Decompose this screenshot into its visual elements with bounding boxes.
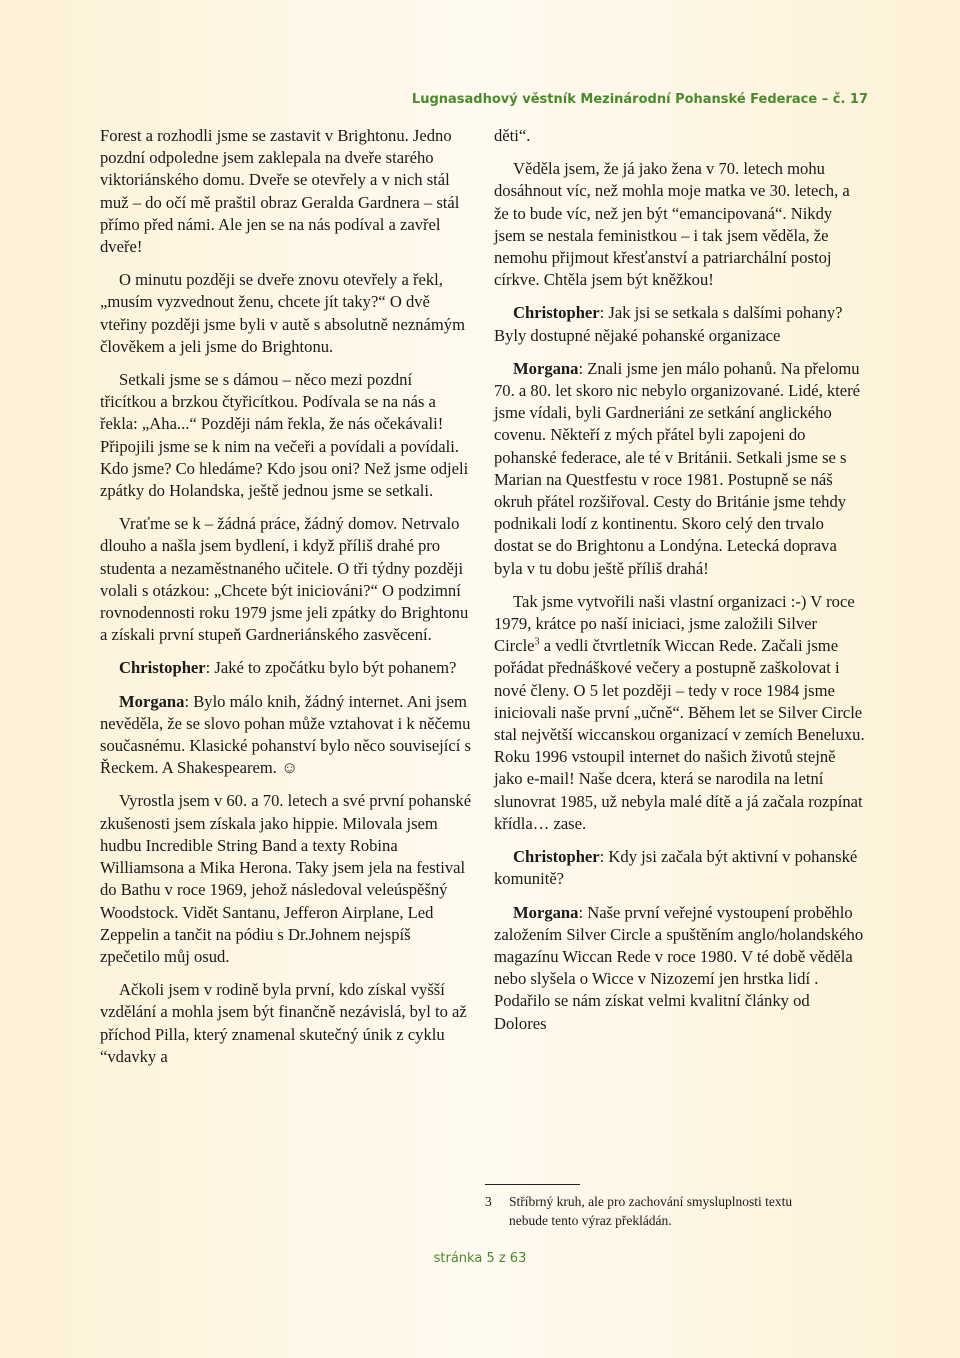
interview-answer [494,902,866,1035]
question-text: : Jak jsi se setkala s dalšími pohany? Byly dostupné nějaké pohanské organizace [494,303,843,345]
interview-question [494,846,866,890]
question-text: : Kdy jsi začala být aktivní v pohanské komunitě? [494,847,858,889]
footnote-ref: 3 [534,636,540,648]
answer-text: : Znali jsme jen málo pohanů. Na přelomu 70. a 80. let skoro nic nebylo organizované. Lidé, které jsme vídali, byli Gardneriáni ze setkání anglického covenu. Někteří z mých přátel byli zapojeni do pohanské federace, ale té v Británii. Setkali jsme se s Marian na Questfestu v roce 1981. Postupně se náš okruh přátel rozšiřoval. Cesty do Británie jsme tehdy podnikali lodí z kontinentu. Skoro celý den trvalo dostat se do Brightonu a Londýna. Letecká doprava byla v tu dobu ještě příliš drahá! [494,358,861,578]
speaker-name: Morgana [119,691,185,711]
paragraph: Ačkoli jsem v rodině byla první, kdo získal vyšší vzdělání a mohla jsem být finančně nezávislá, byl to až příchod Pilla, který znamenal skutečný únik z cyklu “vdavky a [100,980,467,1066]
paragraph: Forest a rozhodli jsme se zastavit v Brightonu. Jedno pozdní odpoledne jsem zaklepala na dveře starého viktoriánského domu. Dveře se otevřely a v nich stál muž – do očí mě praštil obraz Geralda Gardnera – stál přímo před námi. Ale jen se na nás podíval a zavřel dveře! [100,126,460,257]
paragraph-text: Tak jsme vytvořili naši vlastní organizaci :-) V roce 1979, krátce po naší iniciaci, jsme založili Silver Circle [494,591,855,656]
paragraph [494,591,866,835]
speaker-name: Morgana [513,358,579,378]
speaker-name: Morgana [513,902,579,922]
paragraph: Setkali jsme se s dámou – něco mezi pozdní třicítkou a brzkou čtyřicítkou. Podívala se na nás a řekla: „Aha...“ Později nám řekla, že nás očekávali! Připojili jsme se k nim na večeři a povídali a povídali. Kdo jsme? Co hledáme? Kdo jsou oni? Než jsme odjeli zpátky do Holandska, ještě jednou jsme se setkali. [100,370,469,501]
answer-text: : Naše první veřejné vystoupení proběhlo založením Silver Circle a spuštěním anglo/holandského magazínu Wiccan Rede v roce 1980. V té době věděla nebo slyšela o Wicce v Nizozemí jen hrstka lidí . Podařilo se nám získat velmi kvalitní články od Dolores [494,902,864,1033]
question-text: : Jaké to zpočátku bylo být pohanem? [205,658,457,678]
interview-question [100,657,472,679]
footnote [485,1192,865,1230]
paragraph: děti“. [494,126,531,145]
paragraph: Věděla jsem, že já jako žena v 70. letech mohu dosáhnout víc, než mohla moje matka ve 30. letech, a že to bude víc, než jen být “emancipovaná“. Nikdy jsem se nestala feministkou – i tak jsem věděla, že nemohu přijmout křesťanství a patriarchální postoj církve. Chtěla jsem být kněžkou! [494,159,850,290]
speaker-name: Christopher [119,658,206,678]
right-column [494,125,866,1046]
interview-answer [494,358,866,580]
left-column [100,125,472,1079]
journal-header: Lugnasadhový věstník Mezinárodní Pohanské Federace – č. 17 [411,92,868,107]
answer-text: : Bylo málo knih, žádný internet. Ani jsem nevěděla, že se slovo pohan může vztahovat i k něčemu současnému. Klasické pohanství bylo něco související s Řeckem. A Shakespearem. ☺ [100,691,471,778]
footnote-divider [485,1184,580,1185]
paragraph-text: a vedli čtvrtletník Wiccan Rede. Začali jsme pořádat přednáškové večery a postupně zaškolovat i nové členy. O 5 let později – tedy v roce 1984 jsme iniciovali naše první „učně“. Během let se Silver Circle stal největší wiccanskou organizací v zemích Beneluxu. Roku 1996 vstoupil internet do našich životů stejně jako e-mail! Naše dcera, která se narodila na letní slunovrat 1985, už nebyla malé dítě a já začala rozpínat křídla… zase. [494,636,865,833]
footnote-text: Stříbrný kruh, ale pro zachování smysluplnosti textu [509,1194,793,1209]
page-number: stránka 5 z 63 [433,1251,527,1266]
interview-question [494,302,866,346]
interview-answer [100,691,472,780]
speaker-name: Christopher [513,847,600,867]
paragraph: O minutu později se dveře znovu otevřely a řekl, „musím vyzvednout ženu, chcete jít taky?“ O dvě vteřiny později jsme byli v autě s absolutně neznámým člověkem a jeli jsme do Brightonu. [100,270,465,356]
paragraph: Vyrostla jsem v 60. a 70. letech a své první pohanské zkušenosti jsem získala jako hippie. Milovala jsem hudbu Incredible String Band a texty Robina Williamsona a Mika Herona. Taky jsem jela na festival do Bathu v roce 1969, jehož následoval veleúspěšný Woodstock. Vidět Santanu, Jefferon Airplane, Led Zeppelin a tančit na pódiu s Dr.Johnem nejspíš zpečetilo můj osud. [100,791,472,966]
footnote-text: nebude tento výraz překládán. [509,1213,672,1228]
speaker-name: Christopher [513,303,600,323]
paragraph: Vraťme se k – žádná práce, žádný domov. Netrvalo dlouho a našla jsem bydlení, i když příliš drahé pro studenta a nezaměstnaného učitele. O tři týdny později volali s otázkou: „Chcete být iniciováni?“ O podzimní rovnodennosti roku 1979 jsme jeli zpátky do Brightonu a získali první stupeň Gardneriánského zasvěcení. [100,514,469,645]
footnote-number: 3 [485,1194,492,1209]
